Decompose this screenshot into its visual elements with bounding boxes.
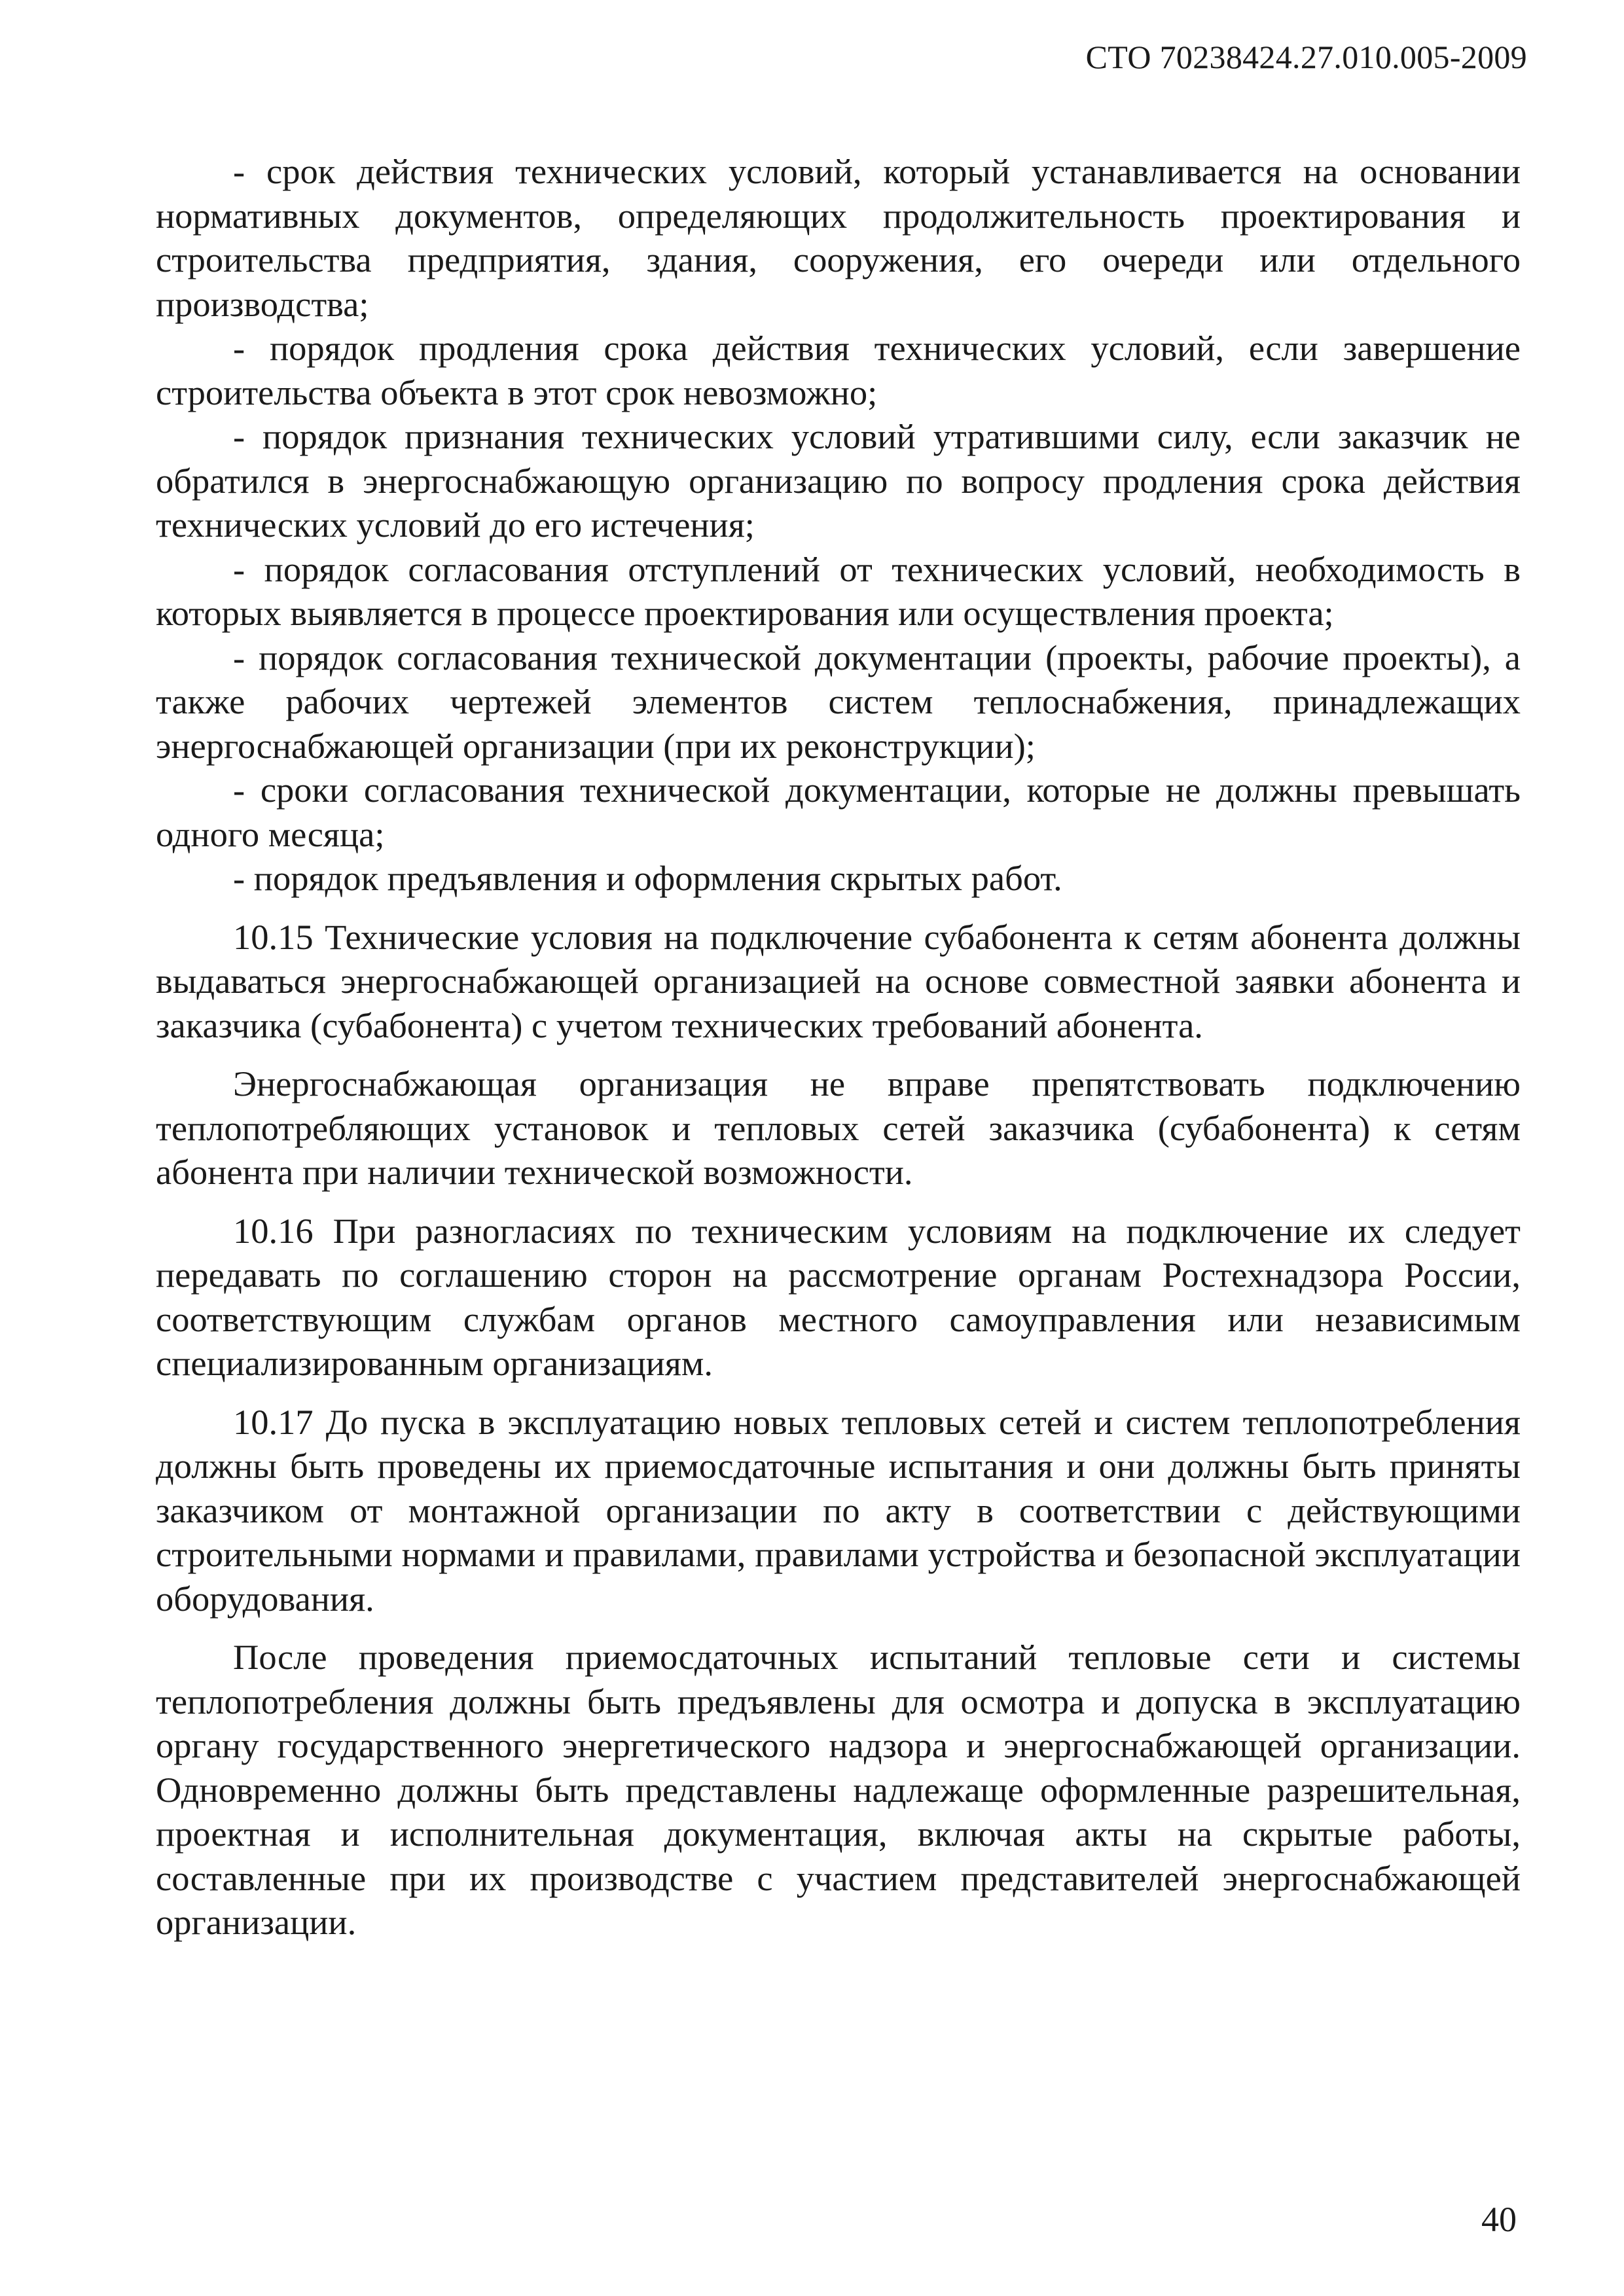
- paragraph-supplier-obligation: Энергоснабжающая организация не вправе препятствовать подключению теплопотребляющих установок и тепловых сетей заказчика (субабонента) к сетям абонента при наличии технической возможности.: [156, 1064, 1521, 1192]
- list-item-deviation-approval: - порядок согласования отступлений от технических условий, необходимость в которых выявляется в процессе проектирования или осуществления проекта;: [156, 548, 1521, 633]
- list-item-documentation-approval: - порядок согласования технической документации (проекты, рабочие проекты), а также рабочих чертежей элементов систем теплоснабжения, принадлежащих энергоснабжающей организации (при их реконструкции);: [156, 637, 1521, 766]
- paragraph-10-16: 10.16 При разногласиях по техническим условиям на подключение их следует передавать по соглашению сторон на рассмотрение органам Ростехнадзора России, соответствующим службам органов местного самоуправления или независимым специализированным организациям.: [156, 1210, 1521, 1383]
- list-item-approval-deadlines: - сроки согласования технической документации, которые не должны превышать одного месяца;: [156, 770, 1521, 854]
- list-item-extension-procedure: - порядок продления срока действия технических условий, если завершение строительства объекта в этот срок невозможно;: [156, 328, 1521, 412]
- list-item-hidden-works: - порядок предъявления и оформления скрытых работ.: [233, 858, 1062, 898]
- list-item-invalidation-procedure: - порядок признания технических условий утратившими силу, если заказчик не обратился в энергоснабжающую организацию по вопросу продления срока действия технических условий до его истечения;: [156, 416, 1521, 545]
- page-body-text: [156, 149, 1521, 1945]
- page-number: 40: [1481, 2200, 1517, 2239]
- paragraph-10-17: 10.17 До пуска в эксплуатацию новых тепловых сетей и систем теплопотребления должны быть проведены их приемосдаточные испытания и они должны быть приняты заказчиком от монтажной организации по акту в соответствии с действующими строительными нормами и правилами, правилами устройства и безопасной эксплуатации оборудования.: [156, 1401, 1521, 1619]
- document-code: СТО 70238424.27.010.005-2009: [1085, 39, 1527, 75]
- paragraph-after-acceptance-tests: После проведения приемосдаточных испытаний тепловые сети и системы теплопотребления должны быть предъявлены для осмотра и допуска в эксплуатацию органу государственного энергетического надзора и энергоснабжающей организации. Одновременно должны быть представлены надлежаще оформленные разрешительная, проектная и исполнительная документация, включая акты на скрытые работы, составленные при их производстве с участием представителей энергоснабжающей организации.: [156, 1637, 1521, 1942]
- list-item-validity-term: - срок действия технических условий, который устанавливается на основании нормативных документов, определяющих продолжительность проектирования и строительства предприятия, здания, сооружения, его очереди или отдельного производства;: [156, 151, 1521, 324]
- paragraph-10-15: 10.15 Технические условия на подключение субабонента к сетям абонента должны выдаваться энергоснабжающей организацией на основе совместной заявки абонента и заказчика (субабонента) с учетом технических требований абонента.: [156, 916, 1521, 1045]
